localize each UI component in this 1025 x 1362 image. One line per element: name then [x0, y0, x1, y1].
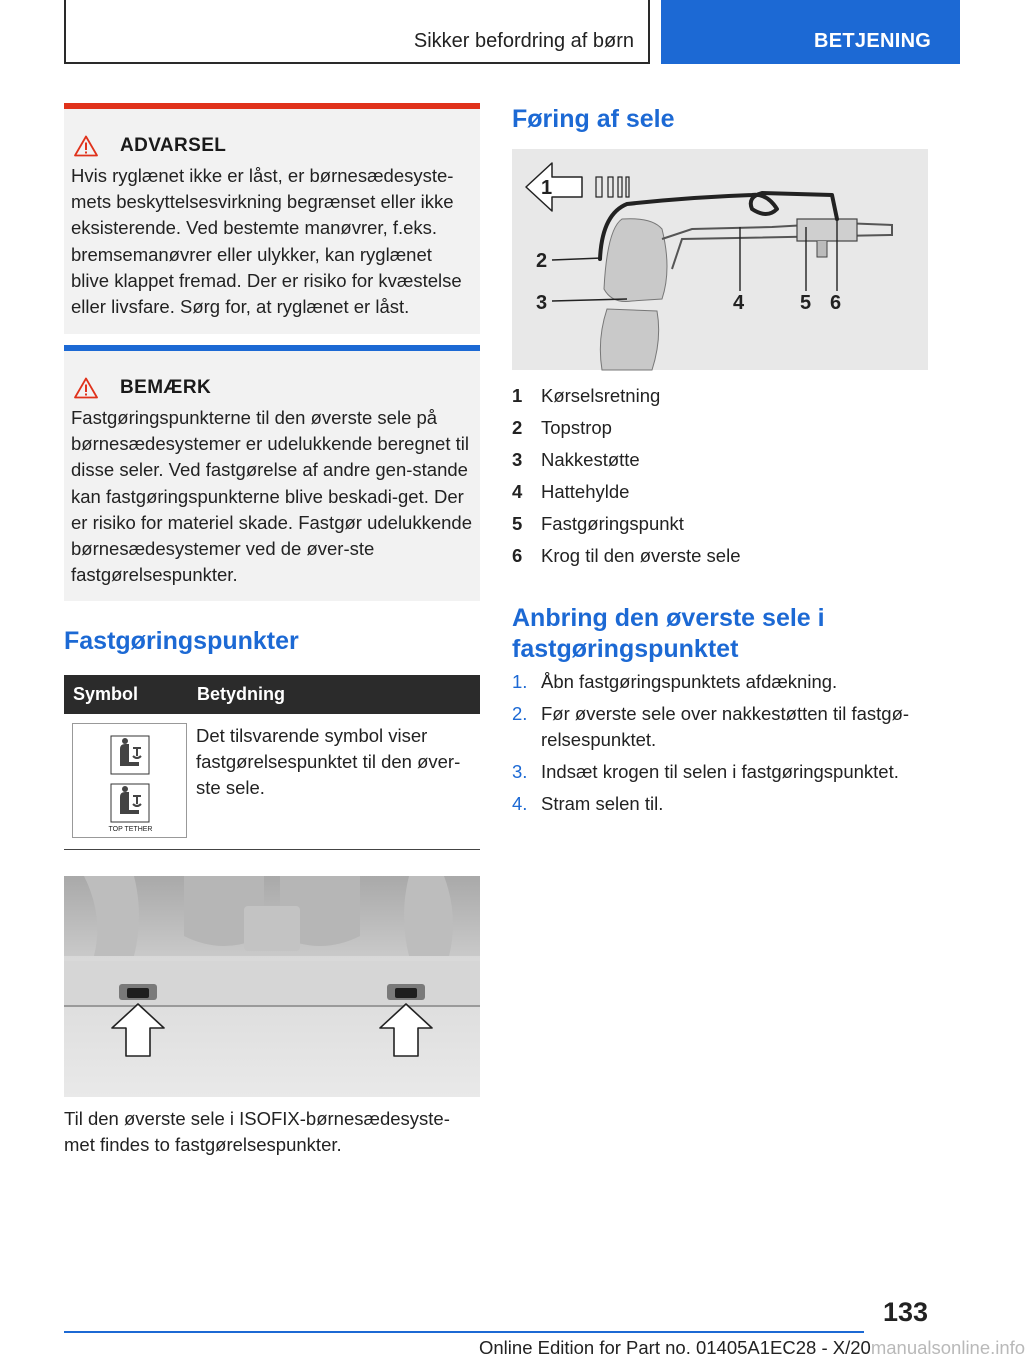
diagram-label-5: 5	[800, 292, 812, 314]
header-section-box	[64, 0, 650, 64]
strap-routing-diagram	[512, 149, 928, 370]
footer-edition-line	[479, 1337, 1025, 1359]
step-number: 2.	[512, 703, 528, 724]
symbol-table	[64, 675, 480, 850]
legend-label: Topstrop	[541, 417, 612, 438]
list-item	[512, 540, 928, 572]
legend-label: Kørselsretning	[541, 385, 661, 406]
header-chapter-tab	[661, 0, 960, 64]
note-title: BEMÆRK	[120, 377, 212, 398]
diagram-label-3: 3	[536, 292, 548, 314]
list-item	[512, 759, 928, 785]
footer-watermark: manualsonline.info	[870, 1337, 1025, 1358]
legend-number: 5	[512, 513, 523, 534]
legend-number: 6	[512, 545, 523, 566]
legend-number: 4	[512, 481, 523, 502]
header-chapter-label: BETJENING	[814, 30, 932, 52]
photo-caption: Til den øverste sele i ISOFIX-børnesædesyste-met findes to fastgørelsespunkter.	[64, 1108, 450, 1155]
step-number: 1.	[512, 671, 528, 692]
warning-title: ADVARSEL	[120, 135, 227, 156]
list-item	[512, 380, 928, 412]
attach-heading: Anbring den øverste sele i fastgøringspunktet	[512, 604, 825, 663]
diagram-label-2: 2	[536, 250, 548, 272]
step-text: Indsæt krogen til selen i fastgøringspunktet.	[541, 761, 899, 782]
step-number: 4.	[512, 793, 528, 814]
diagram-legend	[512, 380, 928, 572]
attach-steps	[512, 669, 928, 823]
legend-number: 1	[512, 385, 523, 406]
footer-edition: Online Edition for Part no. 01405A1EC28 - X/20	[479, 1337, 871, 1358]
footer-divider	[64, 1331, 864, 1333]
list-item	[512, 508, 928, 540]
top-tether-symbols	[72, 723, 187, 838]
warning-triangle-icon	[74, 135, 98, 157]
note-body: Fastgøringspunkterne til den øverste sele på børnesædesystemer er udelukkende beregnet til disse seler. Ved fastgørelse af andre gen-stande kan fastgøringspunkterne blive beskadi-get. Der er risiko for materiel skade. Fastgør udelukkende børnesædesystemer ved de øver-ste fastgørelsespunkter.	[71, 407, 473, 586]
diagram-label-6: 6	[830, 292, 842, 314]
legend-number: 2	[512, 417, 523, 438]
step-text: Åbn fastgøringspunktets afdækning.	[541, 671, 838, 692]
note-box	[64, 345, 480, 601]
list-item	[512, 476, 928, 508]
step-text: Stram selen til.	[541, 793, 664, 814]
list-item	[512, 791, 928, 817]
col-header-meaning: Betydning	[197, 684, 285, 704]
legend-label: Nakkestøtte	[541, 449, 640, 470]
symbol-meaning-text: Det tilsvarende symbol viser fastgørelsespunktet til den øver-ste sele.	[196, 725, 461, 798]
symbol-table-header	[64, 675, 480, 714]
page-number: 133	[882, 1297, 928, 1327]
list-item	[512, 669, 928, 695]
list-item	[512, 444, 928, 476]
diagram-label-4: 4	[733, 292, 745, 314]
caution-triangle-icon	[74, 377, 98, 399]
top-tether-icon	[73, 724, 188, 839]
header-section-title: Sikker befordring af børn	[413, 30, 634, 52]
legend-label: Krog til den øverste sele	[541, 545, 741, 566]
col-header-symbol: Symbol	[73, 684, 139, 704]
anchor-points-heading: Fastgøringspunkter	[64, 627, 299, 655]
step-text: Før øverste sele over nakkestøtten til fastgø-relsespunktet.	[541, 703, 910, 750]
top-tether-label: TOP TETHER	[108, 826, 153, 833]
legend-number: 3	[512, 449, 523, 470]
step-number: 3.	[512, 761, 528, 782]
warning-box	[64, 103, 480, 334]
legend-label: Hattehylde	[541, 481, 630, 502]
routing-heading: Føring af sele	[512, 105, 675, 133]
table-row	[64, 714, 480, 850]
rear-shelf-photo	[64, 876, 480, 1097]
list-item	[512, 701, 928, 753]
diagram-label-1: 1	[541, 177, 553, 199]
legend-label: Fastgøringspunkt	[541, 513, 684, 534]
warning-body: Hvis ryglænet ikke er låst, er børnesædesyste-mets beskyttelsesvirkning begrænset eller ikke eksisterende. Ved bestemte manøvrer, f.eks. bremsemanøvrer eller ulykker, kan ryglænet blive klappet fremad. Der er risiko for kvæstelse eller livsfare. Sørg for, at ryglænet er låst.	[71, 165, 462, 318]
list-item	[512, 412, 928, 444]
